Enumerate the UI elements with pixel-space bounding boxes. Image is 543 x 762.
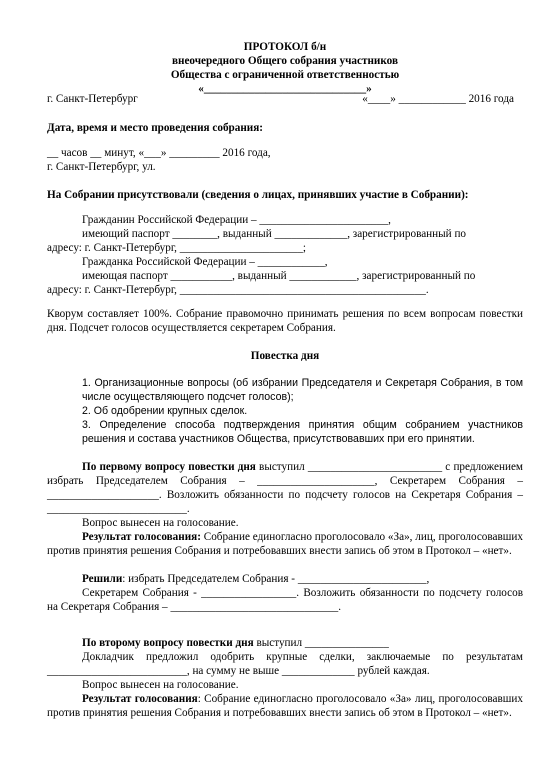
result-text: : Собрание единогласно проголосовало «За» лиц, проголосовавших против принятия решения Собрания и потребовавших внести запись об этом в Протокол – «нет».	[47, 693, 523, 719]
attendees-list	[47, 213, 523, 297]
city-date-line	[47, 92, 523, 106]
agenda-heading: Повестка дня	[250, 350, 320, 362]
question-2-result	[47, 692, 523, 720]
attendee-1-passport: имеющий паспорт ________, выданный _____________, зарегистрированный по	[82, 228, 467, 240]
result-label: Результат голосования	[82, 693, 198, 705]
question-1-result	[47, 530, 523, 558]
question-1-lead: По первому вопросу повестки дня	[82, 461, 256, 473]
attendee-2-passport: имеющая паспорт ___________, выданный ____________, зарегистрированный по	[82, 270, 476, 282]
question-1-text: выступил ________________________ с предложением избрать Председателем Собрания – _____________________, Секретарем Собрания – ____________________. Возложить обязанности по подсчету голосов на Секретаря Собрания – _________________________.	[47, 461, 523, 515]
question-2-text: выступил _______________	[253, 637, 389, 649]
city: г. Санкт-Петербург	[47, 93, 138, 105]
document-title	[47, 40, 523, 96]
question-1-paragraph	[47, 460, 523, 516]
company-name-blank: «_____________________________»	[198, 83, 372, 95]
document-date: «____» ____________ 2016 года	[362, 93, 514, 105]
question-2-lead: По второму вопросу повестки дня	[82, 637, 254, 649]
attendee-1-citizenship: Гражданин Российской Федерации – _______________________,	[82, 214, 391, 226]
attendee-2-address: адресу: г. Санкт-Петербург, ____________________________________________.	[47, 284, 429, 296]
agenda-item: 3. Определение способа подтверждения принятия общим собранием участников решения и состава участников Общества, присутствовавших при его принятии.	[82, 419, 523, 445]
result-text: Собрание единогласно проголосовало «За», лиц, проголосовавших против принятия решения Собрания и потребовавших внести запись об этом в Протокол – «нет».	[47, 531, 523, 557]
attendee-2-citizenship: Гражданка Российской Федерации – ____________,	[82, 256, 328, 268]
attendee-1-address: адресу: г. Санкт-Петербург, ______________________;	[47, 242, 306, 254]
decision-label: Решили	[82, 573, 123, 585]
attendees-heading: На Собрании присутствовали (сведения о лицах, принявших участие в Собрании):	[47, 189, 469, 201]
agenda-list	[82, 376, 523, 446]
question-1-secretary: Секретарем Собрания - _________________. Возложить обязанности по подсчету голосов на Секретаря Собрания – ______________________________.	[47, 587, 523, 613]
title-line: ПРОТОКОЛ б/н	[243, 41, 327, 53]
quorum-paragraph: Кворум составляет 100%. Собрание правомочно принимать решения по всем вопросам повестки дня. Подсчет голосов осуществляется секретарем Собрания.	[47, 308, 523, 334]
question-1-vote-put: Вопрос вынесен на голосование.	[82, 517, 239, 529]
decision-text: : избрать Председателем Собрания - _______________________,	[122, 573, 430, 585]
meeting-time: __ часов __ минут, «___» _________ 2016 года,	[47, 147, 271, 159]
agenda-item: 1. Организационные вопросы (об избрании Председателя и Секретаря Собрания, в том числе осуществляющего подсчет голосов);	[82, 377, 523, 403]
meeting-place: г. Санкт-Петербург, ул.	[47, 161, 156, 173]
result-label: Результат голосования:	[82, 531, 201, 543]
agenda-item: 2. Об одобрении крупных сделок.	[82, 405, 248, 417]
question-1-decision	[47, 572, 523, 586]
title-subline-1: внеочередного Общего собрания участников	[171, 55, 399, 67]
question-2-vote-put: Вопрос вынесен на голосование.	[82, 679, 239, 691]
question-2-report: Докладчик предложил одобрить крупные сделки, заключаемые по результатам _________________________, на сумму не выше _____________ рублей каждая.	[47, 651, 523, 677]
title-subline-2: Общества с ограниченной ответственностью	[170, 69, 400, 81]
meeting-heading: Дата, время и место проведения собрания:	[47, 122, 264, 134]
question-2-paragraph	[47, 636, 523, 650]
meeting-details	[47, 146, 523, 174]
